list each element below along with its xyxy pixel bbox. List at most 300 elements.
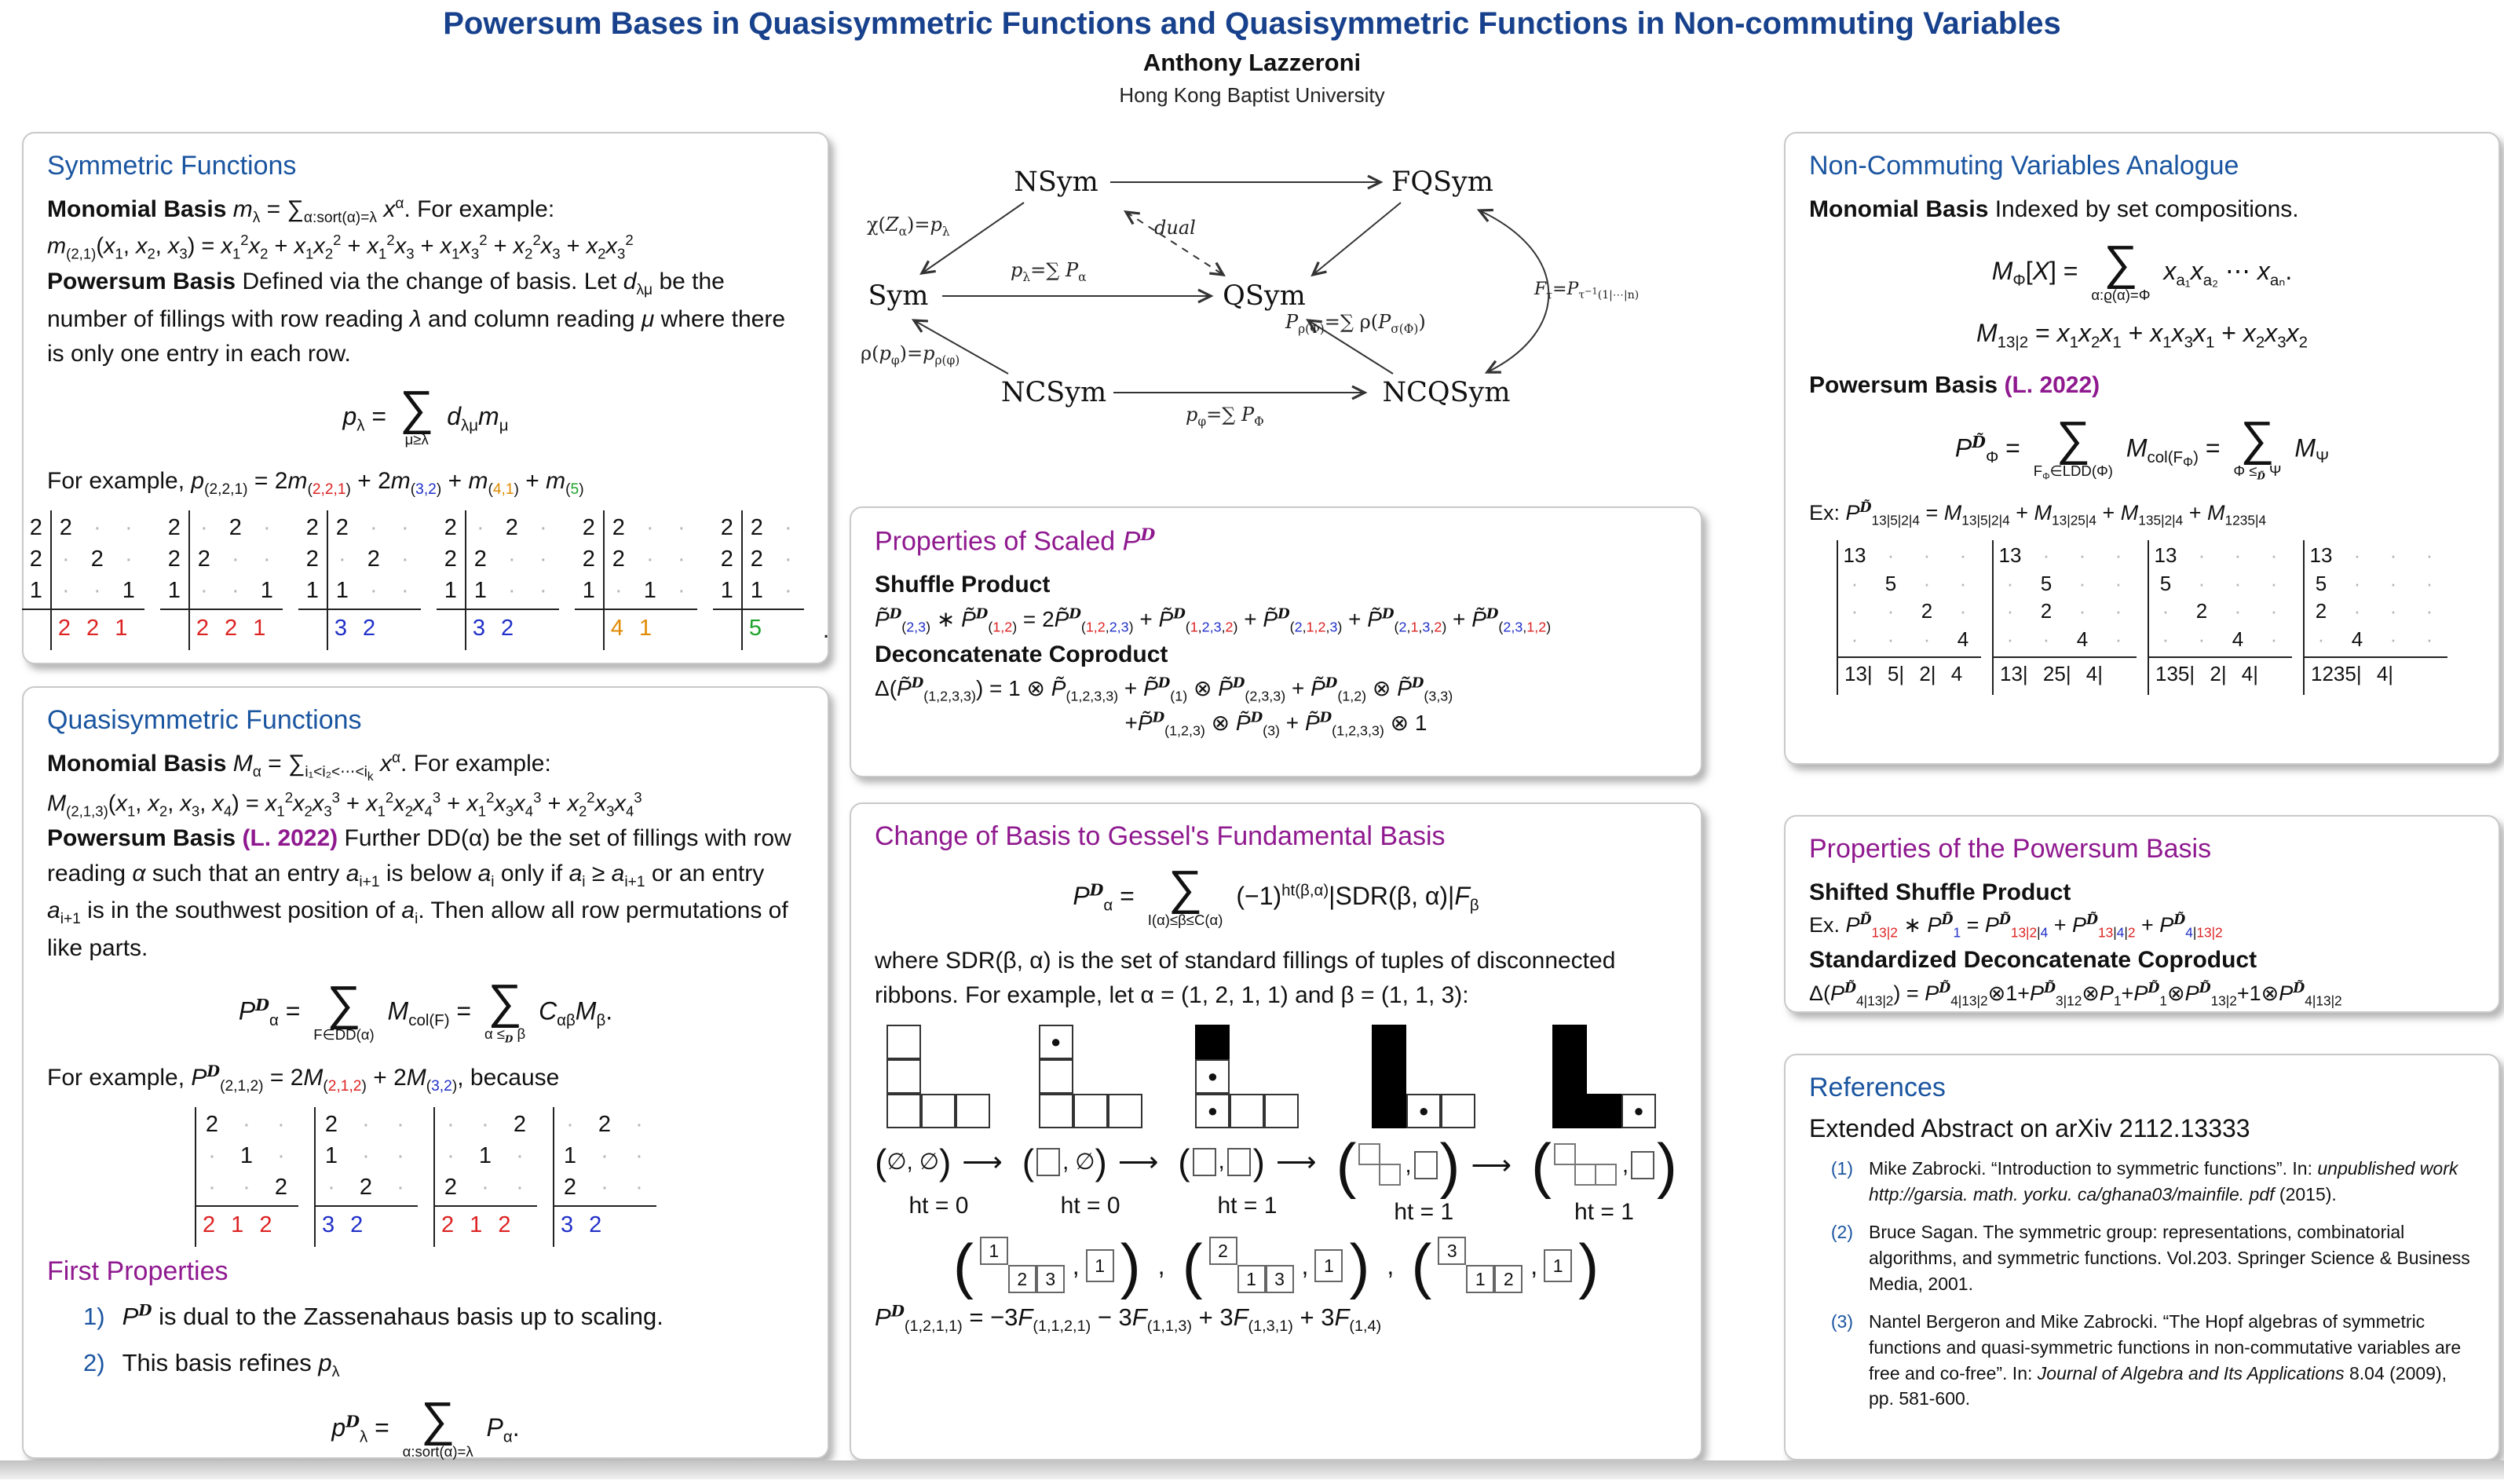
- item-number: 2): [83, 1349, 105, 1377]
- box-symmetric-functions: [22, 132, 829, 664]
- poster-author: Anthony Lazzeroni: [1142, 49, 1362, 76]
- ncv-monomial-line: Monomial Basis Indexed by set compositions.: [1809, 196, 2299, 222]
- filling-group: ( 1 2 3 , 1 ): [952, 1231, 1141, 1301]
- ribbon-column: [1336, 1025, 1512, 1226]
- tableau-cell: ·: [2353, 571, 2361, 595]
- tableau-row: [553, 1171, 656, 1203]
- tableau-row-label: 2: [582, 546, 595, 572]
- filling-tableau: [1209, 1237, 1296, 1295]
- tableau-cell: ·: [243, 1174, 250, 1200]
- section-heading: Change of Basis to Gessel's Fundamental Basis: [875, 821, 1446, 851]
- ribbon-figures-row: [875, 1025, 1677, 1226]
- tableau-row: [2148, 570, 2292, 598]
- tableau-cell: 1: [122, 578, 135, 604]
- ncv-M-eq: $M_\Phi[X]$ = ∑ α:ϱ(α)=Φ $x_{a_1}x_{a_2}$ ⋯ $x_{a_n}$.: [1991, 236, 2293, 304]
- skew-shape-2: [1358, 1143, 1402, 1187]
- tableau-cell: ·: [400, 578, 409, 604]
- tableau-row: [2148, 542, 2292, 570]
- tableau-cell: ·: [2115, 627, 2122, 652]
- reference-text: Mike Zabrocki. “Introduction to symmetric functions”. In: unpublished work http://garsia. math. yorku. ca/ghana03/mainfile. pdf (2015).: [1869, 1158, 2458, 1204]
- tableau-cell: 2: [444, 1174, 458, 1200]
- tableau-cell: ·: [2353, 599, 2361, 623]
- tableau-cell: ·: [1887, 599, 1895, 623]
- reference-item: [1809, 1219, 2475, 1296]
- edge-label-plam: $p_\lambda=\sum$ $P_\alpha$: [1011, 259, 1087, 284]
- tableau-row: [575, 512, 697, 543]
- tableau-axis-line: [433, 1107, 435, 1247]
- tableau-column-reading: 2 1 2: [195, 1205, 298, 1241]
- ribbon-column: [1022, 1025, 1159, 1226]
- tableau-column-reading: 2 2 1: [160, 609, 283, 644]
- ribbon-cell: [1552, 1059, 1587, 1094]
- ribbon-cell: [956, 1094, 990, 1128]
- tableau-row: [22, 543, 144, 575]
- tableau-row: [195, 1171, 298, 1203]
- sentence-period: .: [822, 617, 830, 644]
- tableau-cell: 2: [563, 1174, 577, 1200]
- ribbon-shape: [1195, 1025, 1299, 1128]
- tableau-cell: 2: [505, 515, 518, 540]
- tableau-cell: ·: [2425, 543, 2433, 567]
- tableau-cell: ·: [507, 546, 516, 572]
- tableau-axis-line: [50, 510, 52, 650]
- section-heading: Symmetric Functions: [47, 151, 297, 181]
- section-heading: Properties of Scaled $P^D$: [875, 525, 1156, 557]
- tableau-cell: ·: [2270, 571, 2278, 595]
- shuffle-product-label: Shuffle Product: [875, 572, 1051, 598]
- tableau-column-reading: 5: [713, 609, 804, 644]
- tableau-row: [1837, 570, 1981, 598]
- tableau-cell: ·: [262, 515, 271, 540]
- tableau-cell: ·: [2042, 627, 2050, 652]
- tableau-column-reading: 135| 2| 4|: [2148, 656, 2292, 689]
- tableau-cell: ·: [124, 515, 133, 540]
- tableau-axis-line: [2148, 540, 2149, 695]
- filling-cell: 2: [1008, 1265, 1036, 1293]
- tableau: [1837, 542, 1981, 689]
- tableau-row: [437, 575, 559, 606]
- tableau-row: [433, 1109, 537, 1140]
- right-arrow-icon: ⟶: [1117, 1145, 1159, 1178]
- tableau-row-label: 1: [582, 578, 595, 604]
- tableau-row-label: 2: [29, 515, 42, 540]
- ribbon-shape: [1552, 1025, 1656, 1128]
- tableau-cell: 2: [274, 1174, 288, 1200]
- tableau-axis-line: [1992, 540, 1994, 695]
- tableau-cell: ·: [199, 515, 208, 540]
- tableau-cell: ·: [2425, 599, 2433, 623]
- tableau-row: [2303, 570, 2447, 598]
- tableau-cell: ·: [784, 546, 792, 572]
- tableau-cell: ·: [400, 546, 409, 572]
- ribbon-height-label: ht = 0: [908, 1192, 969, 1219]
- tableau-cell: ·: [1851, 571, 1859, 595]
- tableau-cell: ·: [635, 1142, 643, 1168]
- tableau-column-reading: 3 2: [437, 609, 559, 644]
- box-icon: [1414, 1151, 1438, 1179]
- tableau-cell: 13: [1998, 543, 2022, 567]
- shifted-shuffle-eq: Ex. $P^{D̃}_{13|2}$ ∗ $P^{D̃}_1 = P^{D̃}_{13|2|4} + P^{D̃}_{13|4|2} + P^{D̃}_{4|13|2}$: [1809, 912, 2223, 941]
- tableau-row: [553, 1140, 656, 1171]
- tableau-cell: 13: [2154, 543, 2177, 567]
- tableau-cell: 4: [2351, 627, 2363, 652]
- tableau-row-label: 2: [305, 546, 319, 572]
- tableau-row-label: 2: [167, 546, 181, 572]
- gessel-where-text: where SDR(β, α) is the set of standard fillings of tuples of disconnected ribbons. For example, let α = (1, 2, 1, 1) and β = (1, 1, 3):: [875, 948, 1616, 1009]
- tableau-row: [1837, 626, 1981, 654]
- tableau-cell: ·: [539, 546, 547, 572]
- tableau-cell: ·: [61, 546, 70, 572]
- ribbon-tuple: ( , ∅ ) ⟶: [1022, 1141, 1159, 1182]
- ribbon-cell: ●: [1195, 1094, 1230, 1128]
- tableau-row: [314, 1171, 418, 1203]
- qsym-refine-formula: $p^D_\lambda$ = ∑ α:sort(α)=λ $P_\alpha$.: [331, 1392, 520, 1460]
- tableau-row: [713, 512, 804, 543]
- box-icon: [1036, 1148, 1060, 1176]
- tableau: [713, 512, 804, 644]
- tableau-row: [298, 575, 421, 606]
- tableau-cell: ·: [516, 1142, 524, 1168]
- tableau-cell: ·: [1887, 627, 1895, 652]
- standard-fillings-row: [875, 1231, 1677, 1301]
- tableau-axis-line: [2303, 540, 2305, 695]
- tableau-cell: ·: [516, 1174, 524, 1200]
- box-references: [1784, 1054, 2500, 1460]
- tableau-cell: ·: [400, 515, 409, 540]
- tableau: [2148, 542, 2292, 689]
- tableau-cell: 2: [367, 546, 380, 572]
- sym-p-formula: $p_\lambda$ = ∑ μ≥λ $d_{\lambda\mu}m_\mu$: [342, 380, 509, 448]
- node-ncsym: NCSym: [1000, 377, 1107, 408]
- tableau-row: [575, 575, 697, 606]
- deconcatenate-eq-line2: +P̃$^D_{(1,2,3)}$ ⊗ P̃$^D_{(3)}$ + P̃$^D_{(1,2,3,3)}$ ⊗ 1: [1124, 710, 1427, 739]
- item-number: 1): [83, 1302, 105, 1330]
- tableau-cell: ·: [208, 1174, 216, 1200]
- first-property-item: [83, 1299, 804, 1333]
- tableau-row: [160, 575, 283, 606]
- filling-cell: 1: [1466, 1265, 1494, 1293]
- tableau-row: [713, 543, 804, 575]
- standardized-coproduct-label: Standardized Deconcatenate Coproduct: [1809, 947, 2257, 974]
- tableau-cell: ·: [2353, 543, 2361, 567]
- tableau-cell: ·: [338, 546, 346, 572]
- tableau: [195, 1109, 298, 1241]
- tableau-cell: ·: [2198, 627, 2206, 652]
- section-heading: Non-Commuting Variables Analogue: [1809, 151, 2239, 181]
- tableau-cell: ·: [397, 1174, 404, 1200]
- reference-number: (3): [1830, 1311, 1853, 1332]
- tableau-cell: 1: [260, 578, 273, 604]
- qsym-tableaux-row: [47, 1109, 804, 1241]
- tableau-cell: 1: [643, 578, 656, 604]
- tableau-cell: 2: [59, 515, 72, 540]
- tableau-cell: ·: [2198, 571, 2206, 595]
- tableau: [22, 512, 144, 644]
- tableau-cell: 2: [335, 515, 349, 540]
- qsym-for-example: For example, $P^D_{(2,1,2)} = 2M_{(2,1,2)} + 2M_{(3,2)}$, because: [47, 1062, 560, 1095]
- node-qsym: QSym: [1223, 280, 1306, 312]
- tableau-cell: ·: [397, 1142, 404, 1168]
- tableau-cell: ·: [362, 1111, 370, 1137]
- tableau-cell: 2: [205, 1111, 219, 1137]
- tableau-row: [2148, 598, 2292, 626]
- box-non-commuting-variables: [1784, 132, 2500, 765]
- tableau-cell: ·: [231, 578, 239, 604]
- tableau-cell: ·: [2389, 599, 2397, 623]
- tableau-row: [1992, 570, 2137, 598]
- tableau-row: [575, 543, 697, 575]
- tableau: [160, 512, 283, 644]
- diagram-arrows: [850, 133, 1702, 491]
- comma: ,: [1530, 1251, 1538, 1280]
- ribbon-cell: [1073, 1094, 1108, 1128]
- tableau-cell: ·: [447, 1142, 455, 1168]
- ribbon-height-label: ht = 1: [1394, 1199, 1454, 1226]
- section-heading: Properties of the Powersum Basis: [1809, 834, 2212, 864]
- ribbon-height-label: ht = 1: [1574, 1199, 1634, 1226]
- ribbon-cell: [1372, 1094, 1406, 1128]
- tableau-row: [437, 543, 559, 575]
- tableau-cell: 2: [2195, 599, 2208, 623]
- tableau-row-label: 2: [720, 515, 733, 540]
- tableau-axis-line: [741, 510, 743, 650]
- tableau-row-label: 2: [582, 515, 595, 540]
- box-gessel-change-of-basis: [850, 802, 1702, 1460]
- tableau-cell: ·: [327, 1174, 335, 1200]
- ribbon-cell: [921, 1094, 956, 1128]
- hopf-algebra-diagram: [850, 133, 1702, 491]
- filling-cell: 1: [980, 1237, 1008, 1265]
- tableau-column-reading: 1235| 4|: [2303, 656, 2447, 689]
- qsym-monomial-line: Monomial Basis $M_\alpha = \sum_{i_1<i_2<\cdots<i_k}$ $x^\alpha$. For example:: [47, 750, 551, 784]
- tableau-row: [1837, 542, 1981, 570]
- tableau-cell: 1: [239, 1142, 254, 1168]
- ribbon-shape: [886, 1025, 990, 1128]
- tableau-cell: ·: [2270, 543, 2278, 567]
- node-ncqsym: NCQSym: [1382, 377, 1511, 408]
- gessel-main-eq: $P^D_\alpha$ = ∑ I(α)≤β≤C(α) $(-1)^{ht(\beta,\alpha)}|SDR(\beta$, $\alpha)|F_\beta$: [1073, 861, 1479, 928]
- ribbon-shape: [1039, 1025, 1142, 1128]
- tableau-cell: ·: [61, 578, 70, 604]
- tableau: [1992, 542, 2137, 689]
- tableau-axis-line: [327, 510, 328, 650]
- ncv-ex-eq: Ex: $P^{D̃}_{13|5|2|4} = M_{13|5|2|4} + M_{13|25|4} + M_{135|2|4} + M_{1235|4}$: [1809, 499, 2267, 528]
- tableau-cell: ·: [566, 1111, 574, 1137]
- tableau-cell: ·: [1851, 627, 1859, 652]
- tableau-cell: ·: [2078, 571, 2086, 595]
- tableau-cell: ·: [262, 546, 271, 572]
- filling-group: ( 3 1 2 , 1 ): [1411, 1231, 1599, 1301]
- tableau-cell: 4: [2232, 627, 2244, 652]
- right-arrow-icon: ⟶: [1276, 1145, 1317, 1178]
- ribbon-cell: [886, 1025, 921, 1059]
- tableau-row: [195, 1140, 298, 1171]
- tableau-cell: 2: [2040, 599, 2053, 623]
- tableau-row: [160, 512, 283, 543]
- ribbon-cell: [886, 1094, 921, 1128]
- tableau-cell: ·: [2389, 571, 2397, 595]
- tableau-row: [2148, 626, 2292, 654]
- group-separator: ,: [1157, 1251, 1165, 1280]
- tableau-cell: 2: [324, 1111, 338, 1137]
- tableau-cell: ·: [2162, 627, 2170, 652]
- tableau-cell: 2: [197, 546, 210, 572]
- ribbon-column: [875, 1025, 1003, 1226]
- tableau-cell: ·: [1851, 599, 1859, 623]
- tableau-cell: ·: [2425, 571, 2433, 595]
- comma: ,: [1301, 1251, 1309, 1280]
- tableau-cell: ·: [645, 546, 654, 572]
- ribbon-cell: [1195, 1025, 1230, 1059]
- tableau-cell: 1: [563, 1142, 577, 1168]
- ribbon-tuple: ( ∅, ∅ ) ⟶: [875, 1141, 1003, 1182]
- tableau-cell: ·: [677, 578, 685, 604]
- tableau-cell: ·: [1959, 543, 1967, 567]
- tableau-row: [1992, 598, 2137, 626]
- reference-item: [1809, 1309, 2475, 1412]
- tableau-cell: 2: [612, 546, 625, 572]
- tableau-cell: ·: [93, 515, 101, 540]
- ribbon-cell: [1587, 1094, 1621, 1128]
- tableau-cell: ·: [1887, 543, 1895, 567]
- tableau-column-reading: 13| 25| 4|: [1992, 656, 2137, 689]
- edge-label-prho: $P_{\rho(\Phi)}=\sum$ $\rho(P_{\sigma(\Phi)})$: [1285, 311, 1426, 336]
- tableau-cell: ·: [124, 546, 133, 572]
- tableau-axis-line: [314, 1107, 316, 1247]
- qsym-example-line: $M_{(2,1,3)}(x_1$, $x_2$, $x_3$, $x_4) = x_1^2x_2x_3^3 + x_1^2x_2x_4^3 + x_1^2x_3x_4^3 + x_2^2x_3x_4^3$: [47, 788, 642, 819]
- tableau-cell: 2: [598, 1111, 612, 1137]
- ribbon-shape: [1372, 1025, 1475, 1128]
- ribbon-tuple: ( , ): [1530, 1130, 1677, 1200]
- tableau: [298, 512, 421, 644]
- tableau-cell: ·: [362, 1142, 370, 1168]
- tableau-cell: 2: [612, 515, 625, 540]
- ribbon-cell: [1372, 1025, 1406, 1059]
- poster-affiliation: Hong Kong Baptist University: [1119, 83, 1385, 107]
- item-text: $P^D$ is dual to the Zassenahaus basis up to scaling.: [122, 1300, 663, 1330]
- reference-item: [1809, 1156, 2475, 1207]
- ribbon-tuple: ( , ) ⟶: [1178, 1141, 1317, 1182]
- tableau-cell: ·: [2006, 599, 2014, 623]
- tableau-cell: 2: [513, 1111, 527, 1137]
- filling-single-box: 1: [1544, 1249, 1572, 1282]
- ribbon-cell: [1552, 1094, 1587, 1128]
- tableau-row-label: 2: [29, 546, 42, 572]
- tableau-cell: ·: [231, 546, 239, 572]
- tableau-row: [2303, 542, 2447, 570]
- tableau-cell: ·: [1923, 627, 1931, 652]
- first-properties-heading: First Properties: [47, 1256, 228, 1286]
- shifted-shuffle-label: Shifted Shuffle Product: [1809, 879, 2071, 905]
- tableau-row: [160, 543, 283, 575]
- tableau-row-label: 2: [167, 515, 181, 540]
- tableau-cell: ·: [2115, 543, 2122, 567]
- tableau-cell: ·: [2162, 599, 2170, 623]
- tableau-row: [298, 543, 421, 575]
- tableau-cell: ·: [1923, 543, 1931, 567]
- filling-tableau: [980, 1237, 1066, 1295]
- tableau-cell: 1: [473, 578, 487, 604]
- tableau-column-reading: 3 2: [298, 609, 421, 644]
- tableau-cell: ·: [447, 1111, 455, 1137]
- tableau-cell: ·: [601, 1174, 609, 1200]
- tableau-cell: 5: [2159, 571, 2172, 595]
- box-icon: [1227, 1148, 1251, 1176]
- deconcatenate-coproduct-label: Deconcatenate Coproduct: [875, 641, 1168, 667]
- edge-label-pphi: $p_\varphi=\sum$ $P_\Phi$: [1186, 404, 1264, 429]
- tableau-axis-line: [1837, 540, 1838, 695]
- tableau: [553, 1109, 656, 1241]
- tableau-row: [22, 512, 144, 543]
- edge-label-ftau: $F_\tau=P_{\tau^{-1}(1|\cdots|n)}$: [1534, 280, 1639, 302]
- tableau-cell: ·: [481, 1174, 489, 1200]
- filling-cell: 2: [1494, 1265, 1523, 1293]
- tableau-cell: ·: [635, 1111, 643, 1137]
- box-properties-scaled-P: [850, 506, 1702, 777]
- tableau-cell: ·: [539, 515, 547, 540]
- tableau-cell: ·: [476, 515, 484, 540]
- tableau-row: [713, 575, 804, 606]
- tableau-cell: ·: [1959, 571, 1967, 595]
- tableau-row-label: 1: [720, 578, 733, 604]
- standardized-coproduct-eq: $\Delta(P^{D̃}_{4|13|2})$ = $P^{D̃}_{4|13|2}\otimes 1+P^{D̃}_{3|12}\otimes P_1+P^{D̃}_1\otimes P^{D̃}_{13|2}+1\otimes P^{D̃}_{4|13|2}$: [1809, 980, 2342, 1009]
- tableau-row: [298, 512, 421, 543]
- tableau-cell: 5: [2315, 571, 2327, 595]
- item-text: This basis refines $p_\lambda$: [122, 1349, 340, 1381]
- tableau: [437, 512, 559, 644]
- ncv-tableaux-row: [1809, 542, 2475, 689]
- tableau-row: [2303, 598, 2447, 626]
- filling-cell: 3: [1266, 1265, 1294, 1293]
- tableau-cell: ·: [539, 578, 547, 604]
- tableau-cell: ·: [507, 578, 516, 604]
- tableau-row-label: 2: [444, 515, 457, 540]
- tableau-axis-line: [195, 1107, 196, 1247]
- tableau-row: [195, 1109, 298, 1140]
- ribbon-cell: [1552, 1025, 1587, 1059]
- tableau-row-label: 2: [305, 515, 319, 540]
- tableau-row: [553, 1109, 656, 1140]
- sym-monomial-line: Monomial Basis $m_\lambda = \sum_{\alpha:sort(\alpha)=\lambda}$ $x^\alpha$. For example:: [47, 196, 555, 226]
- ribbon-cell: [1230, 1094, 1264, 1128]
- tableau-cell: 2: [473, 546, 487, 572]
- tableau-cell: ·: [2006, 627, 2014, 652]
- node-sym: Sym: [868, 280, 929, 312]
- tableau-cell: 1: [750, 578, 763, 604]
- poster-title: Powersum Bases in Quasisymmetric Functions and Quasisymmetric Functions in Non-commuting Variables: [443, 6, 2061, 41]
- tableau-cell: 5: [1884, 571, 1897, 595]
- tableau-cell: ·: [369, 578, 378, 604]
- tableau-cell: 2: [359, 1174, 373, 1200]
- tableau-cell: ·: [277, 1111, 285, 1137]
- ncv-M-example: $M_{13|2} = x_1x_2x_1 + x_1x_3x_1 + x_2x_3x_2$: [1976, 319, 2308, 352]
- ribbon-cell: ●: [1621, 1094, 1656, 1128]
- sym-powersum-text: Powersum Basis Defined via the change of basis. Let $d_{\lambda\mu}$ be the number of fillings with row reading λ and column reading μ where there is only one entry in each row.: [47, 269, 786, 367]
- section-heading: Quasisymmetric Functions: [47, 705, 362, 735]
- tableau-row: [314, 1109, 418, 1140]
- filling-single-box: 1: [1086, 1249, 1114, 1282]
- tableau-cell: ·: [2270, 599, 2278, 623]
- tableau-cell: ·: [2317, 627, 2325, 652]
- tableau-cell: ·: [243, 1111, 250, 1137]
- filling-cell: 2: [1209, 1237, 1237, 1265]
- ribbon-cell: [886, 1059, 921, 1094]
- tableau-cell: ·: [277, 1142, 285, 1168]
- ribbon-cell: [1108, 1094, 1142, 1128]
- box-quasisymmetric-functions: [22, 686, 829, 1459]
- tableau-cell: ·: [2234, 599, 2242, 623]
- tableau-row: [2303, 626, 2447, 654]
